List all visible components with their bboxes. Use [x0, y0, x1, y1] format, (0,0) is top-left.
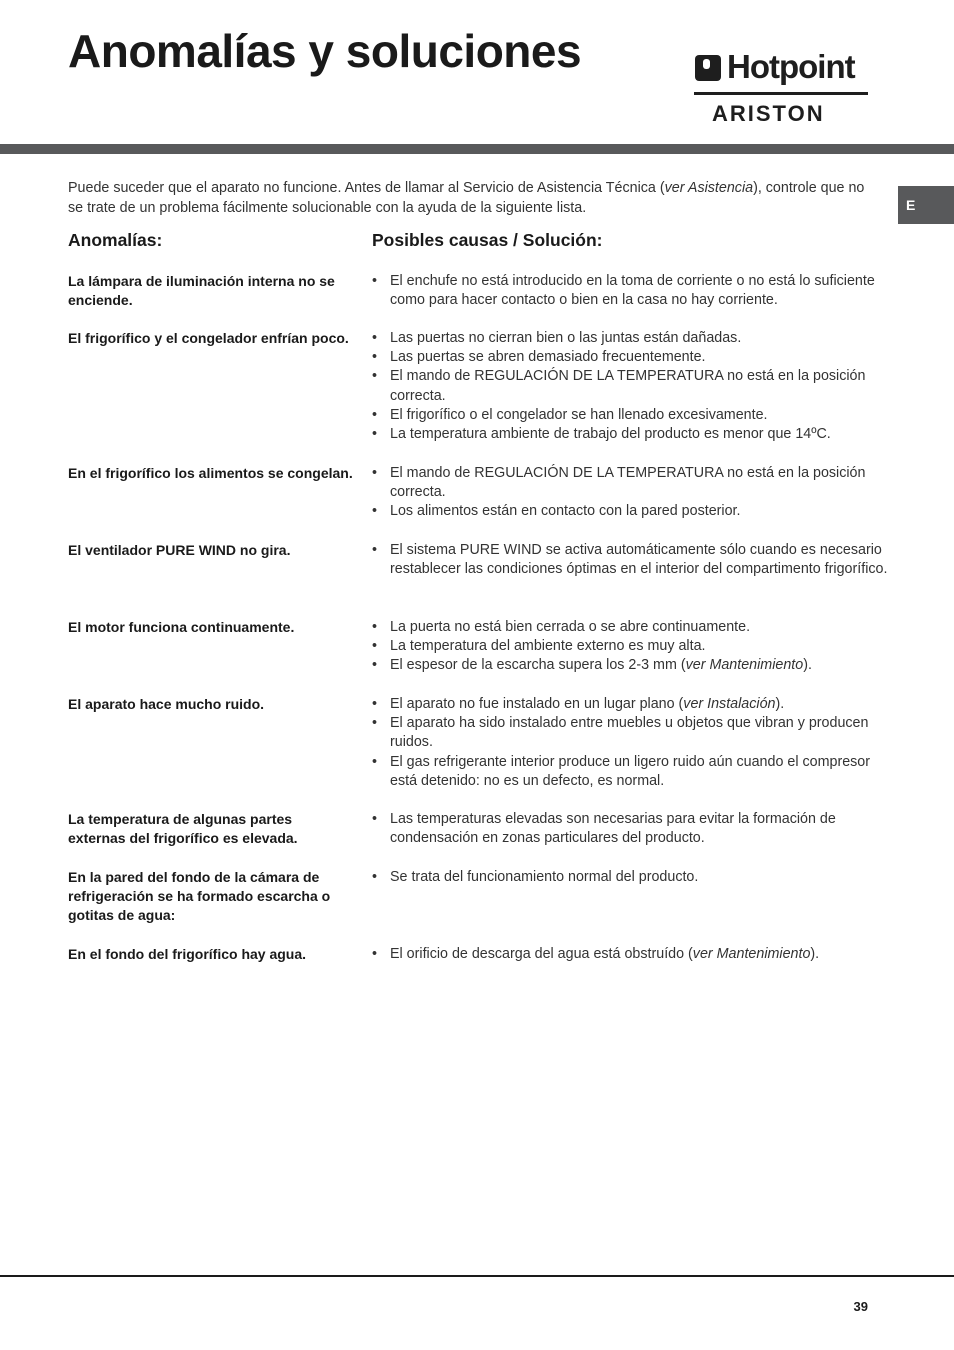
causes-header: Posibles causas / Solución: [372, 230, 603, 250]
cause-item: • El gas refrigerante interior produce un ligero ruido aún cuando el compresor está detenido: no es un defecto, es normal. [372, 753, 892, 791]
cause-list [372, 618, 892, 676]
cause-list [372, 945, 892, 964]
cause-item: • El espesor de la escarcha supera los 2-3 mm (ver Mantenimiento). [372, 656, 892, 675]
cause-item: • El orificio de descarga del agua está obstruído (ver Mantenimiento). [372, 945, 892, 964]
page-title: Anomalías y soluciones [68, 25, 582, 77]
anomaly-text: El ventilador PURE WIND no gira. [68, 542, 291, 558]
cause-list [372, 695, 892, 791]
cause-item: • El mando de REGULACIÓN DE LA TEMPERATURA no está en la posición correcta. [372, 367, 892, 405]
anomaly-text: En el fondo del frigorífico hay agua. [68, 946, 307, 962]
brand-sub: ARISTON [712, 101, 825, 126]
anomaly-text: En el frigorífico los alimentos se congelan. [68, 465, 353, 481]
anomaly-text: El aparato hace mucho ruido. [68, 696, 265, 712]
cause-item: • El frigorífico o el congelador se han llenado excesivamente. [372, 406, 892, 425]
cause-list [372, 272, 892, 310]
cause-item: • Las puertas se abren demasiado frecuentemente. [372, 348, 892, 367]
brand-name: Hotpoint [727, 48, 855, 85]
page-number: 39 [853, 1299, 868, 1314]
intro-text-a: Puede suceder que el aparato no funcione. Antes de llamar al Servicio de Asistencia Técnica ( [68, 180, 665, 196]
brand-logo [694, 48, 868, 126]
cause-list [372, 464, 892, 522]
cause-item: • Las puertas no cierran bien o las juntas están dañadas. [372, 329, 892, 348]
cause-item: • El aparato ha sido instalado entre muebles u objetos que vibran y producen ruidos. [372, 714, 892, 752]
intro-text [68, 179, 868, 218]
cross-reference: ver Mantenimiento [692, 946, 811, 962]
anomaly-text: El motor funciona continuamente. [68, 619, 295, 635]
cause-item: • El mando de REGULACIÓN DE LA TEMPERATURA no está en la posición correcta. [372, 464, 892, 502]
cause-item: • La temperatura del ambiente externo es muy alta. [372, 637, 892, 656]
language-tab: E [898, 186, 954, 224]
anomaly-text: El frigorífico y el congelador enfrían poco. [68, 330, 349, 346]
cross-reference: ver Mantenimiento [685, 657, 804, 674]
cross-reference: ver Instalación [683, 696, 776, 712]
cause-item: • El enchufe no está introducido en la toma de corriente o no está lo suficiente como para hacer contacto o bien en la casa no hay corriente. [372, 272, 892, 310]
header-bar [0, 144, 954, 154]
anomaly-text: La lámpara de iluminación interna no se enciende. [68, 273, 335, 309]
cause-item: • La temperatura ambiente de trabajo del producto es menor que 14ºC. [372, 425, 892, 444]
cause-item: • Los alimentos están en contacto con la pared posterior. [372, 502, 892, 521]
footer-rule [0, 1275, 954, 1277]
cause-item: • El sistema PURE WIND se activa automáticamente sólo cuando es necesario restablecer las condiciones óptimas en el interior del compartimento frigorífico. [372, 541, 892, 579]
anomaly-text: La temperatura de algunas partes externas del frigorífico es elevada. [68, 811, 298, 847]
intro-ref: ver Asistencia [664, 180, 754, 196]
cause-item: • La puerta no está bien cerrada o se abre continuamente. [372, 618, 892, 637]
cause-list [372, 541, 892, 579]
cause-list [372, 810, 892, 848]
cause-item: • Las temperaturas elevadas son necesarias para evitar la formación de condensación en zonas particulares del producto. [372, 810, 892, 848]
logo-divider [694, 92, 868, 95]
cause-item: • El aparato no fue instalado en un lugar plano (ver Instalación). [372, 695, 892, 714]
intro-text-b: ), controle que no se trate de un problema fácilmente solucionable con la ayuda de la siguiente lista. [68, 180, 865, 216]
anomalies-header: Anomalías: [68, 230, 163, 250]
anomaly-text: En la pared del fondo de la cámara de refrigeración se ha formado escarcha o gotitas de agua: [68, 869, 331, 924]
cause-list [372, 329, 892, 444]
hotpoint-mark-icon [695, 55, 721, 81]
cause-list [372, 868, 892, 887]
cause-item: • Se trata del funcionamiento normal del producto. [372, 868, 892, 887]
